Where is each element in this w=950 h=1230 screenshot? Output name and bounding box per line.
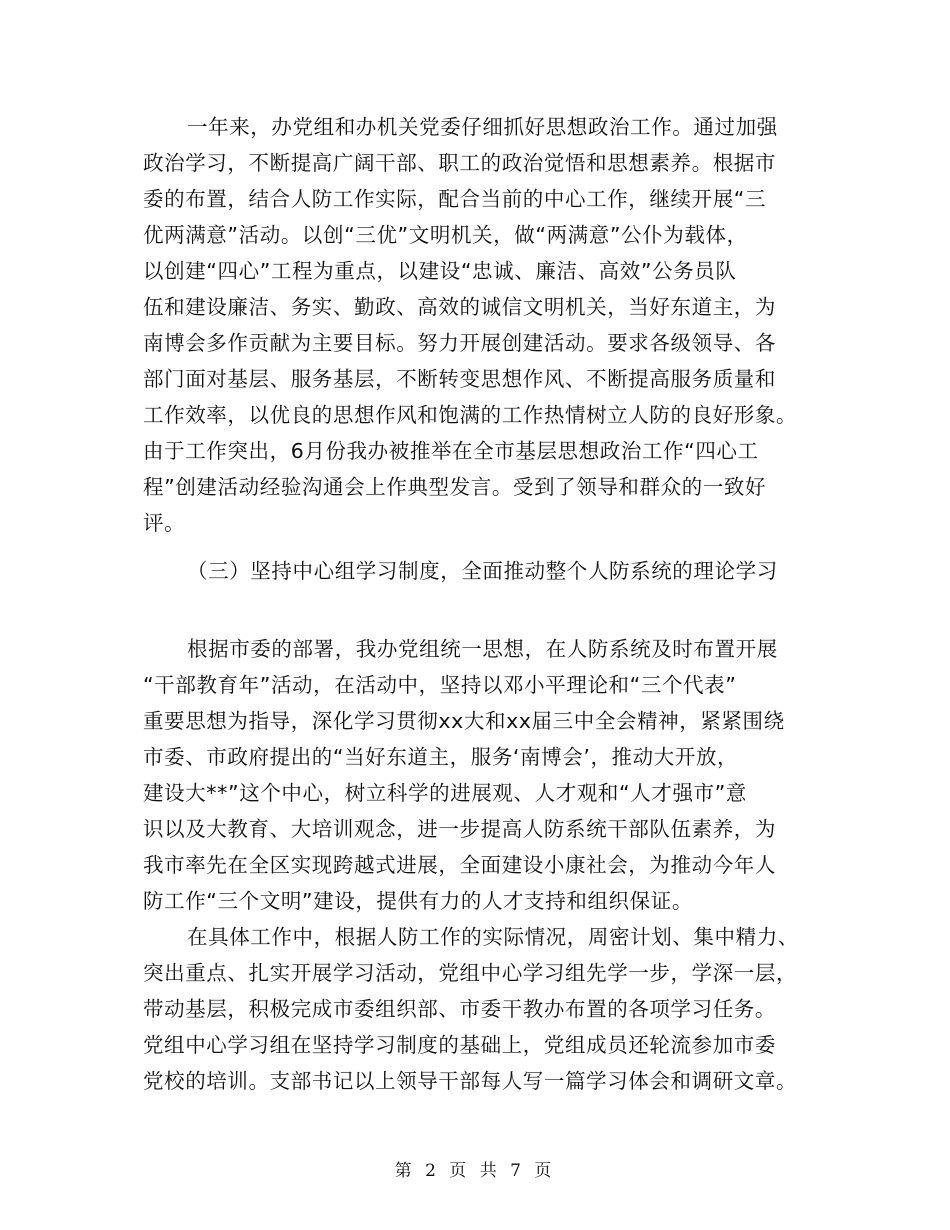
paragraph-2-line-2: “干部教育年”活动，在活动中，坚持以邓小平理论和“三个代表” <box>143 673 737 697</box>
paragraph-3-line-4: 党组中心学习组在坚持学习制度的基础上，党组成员还轮流参加市委 <box>143 1033 776 1057</box>
paragraph-1-line-5: 以创建“四心”工程为重点，以建设“忠诚、廉洁、高效”公务员队 <box>143 259 737 283</box>
paragraph-3-line-2: 突出重点、扎实开展学习活动，党组中心学习组先学一步，学深一层， <box>143 961 798 985</box>
paragraph-1-line-6: 伍和建设廉洁、务实、勤政、高效的诚信文明机关，当好东道主，为 <box>143 295 776 319</box>
paragraph-2-line-5: 建设大**”这个中心，树立科学的进展观、人才观和“人才强市”意 <box>143 781 747 805</box>
paragraph-1-line-7: 南博会多作贡献为主要目标。努力开展创建活动。要求各级领导、各 <box>143 331 776 355</box>
paragraph-2-line-3: 重要思想为指导，深化学习贯彻xx大和xx届三中全会精神，紧紧围绕 <box>143 709 785 733</box>
paragraph-1-line-11: 程”创建活动经验沟通会上作典型发言。受到了领导和群众的一致好 <box>143 475 767 499</box>
paragraph-3-line-1: 在具体工作中，根据人防工作的实际情况，周密计划、集中精力、 <box>187 925 799 949</box>
paragraph-1-line-9: 工作效率，以优良的思想作风和饱满的工作热情树立人防的良好形象。 <box>143 403 798 427</box>
paragraph-3-line-3: 带动基层，积极完成市委组织部、市委干教办布置的各项学习任务。 <box>143 997 776 1021</box>
paragraph-1-line-1: 一年来，办党组和办机关党委仔细抓好思想政治工作。通过加强 <box>187 115 778 139</box>
page-number-footer: 第 2 页 共 7 页 <box>394 1161 556 1181</box>
paragraph-1-line-8: 部门面对基层、服务基层，不断转变思想作风、不断提高服务质量和 <box>143 367 776 391</box>
paragraph-1-line-12: 评。 <box>143 511 186 535</box>
paragraph-2-line-1: 根据市委的部署，我办党组统一思想，在人防系统及时布置开展 <box>187 637 778 661</box>
paragraph-1-line-3: 委的布置，结合人防工作实际，配合当前的中心工作，继续开展“三 <box>143 187 767 211</box>
paragraph-1-line-2: 政治学习，不断提高广阔干部、职工的政治觉悟和思想素养。根据市 <box>143 151 776 175</box>
paragraph-3-line-5: 党校的培训。支部书记以上领导干部每人写一篇学习体会和调研文章。 <box>143 1069 798 1093</box>
paragraph-2-line-8: 防工作“三个文明”建设，提供有力的人才支持和组织保证。 <box>143 889 693 913</box>
paragraph-2-line-6: 识以及大教育、大培训观念，进一步提高人防系统干部队伍素养，为 <box>143 817 776 841</box>
paragraph-1-line-10: 由于工作突出，6月份我办被推举在全市基层思想政治工作“四心工 <box>143 439 759 463</box>
section-heading: （三）坚持中心组学习制度，全面推动整个人防系统的理论学习 <box>187 559 778 583</box>
paragraph-2-line-4: 市委、市政府提出的“当好东道主，服务‘南博会’，推动大开放， <box>143 745 739 769</box>
paragraph-1-line-4: 优两满意”活动。以创“三优”文明机关，做“两满意”公仆为载体， <box>143 223 748 247</box>
paragraph-2-line-7: 我市率先在全区实现跨越式进展，全面建设小康社会，为推动今年人 <box>143 853 776 877</box>
